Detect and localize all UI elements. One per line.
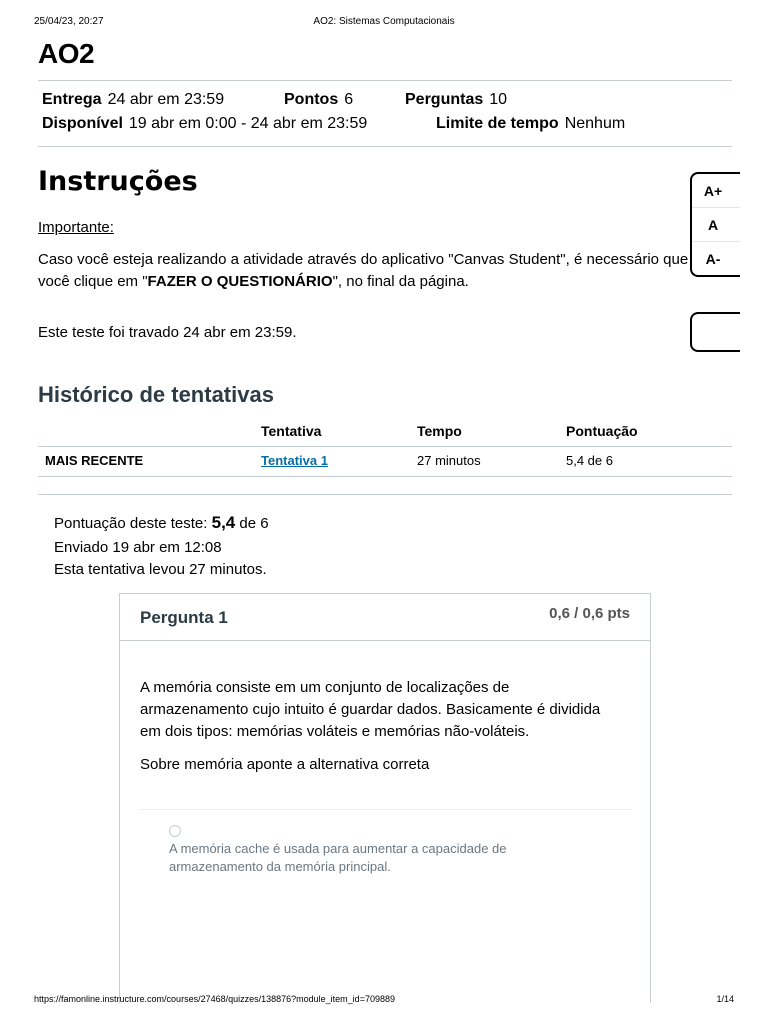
question-text-line: armazenamento cujo intuito é guardar dados. Basicamente é dividida (140, 701, 601, 718)
meta-due (42, 91, 224, 109)
instructions-heading: Instruções (38, 166, 198, 197)
question-header (120, 594, 650, 641)
submitted-text: Enviado 19 abr em 12:08 (54, 539, 222, 556)
print-url: https://famonline.instructure.com/courses/27468/quizzes/138876?module_item_id=709889 (34, 994, 395, 1004)
instructions-line2 (38, 271, 469, 293)
meta-points-label: Pontos (284, 91, 339, 108)
quiz-title: AO2 (38, 38, 95, 69)
divider (38, 494, 732, 495)
col-attempt: Tentativa (261, 423, 322, 439)
question-text-line: A memória consiste em um conjunto de localizações de (140, 679, 510, 696)
meta-time-limit-value: Nenhum (564, 115, 626, 132)
table-row-divider (38, 476, 732, 477)
attempt-link[interactable]: Tentativa 1 (261, 453, 328, 468)
normal-font-button[interactable]: A (692, 208, 740, 242)
meta-points-value: 6 (344, 91, 354, 108)
question-points: 0,6 / 0,6 pts (549, 605, 630, 622)
print-title: AO2: Sistemas Computacionais (313, 16, 455, 27)
instructions-line1: Caso você esteja realizando a atividade através do aplicativo "Canvas Student", é necessário que (38, 251, 689, 268)
answer-radio[interactable] (169, 825, 181, 837)
answer-text-line: A memória cache é usada para aumentar a capacidade de (169, 841, 507, 856)
score-summary (54, 513, 269, 533)
increase-font-button[interactable]: A+ (692, 174, 740, 208)
question-text-line: em dois tipos: memórias voláteis e memórias não-voláteis. (140, 723, 530, 740)
score-total: de 6 (235, 515, 269, 532)
row-time: 27 minutos (417, 453, 481, 468)
meta-due-label: Entrega (42, 91, 102, 108)
meta-available-value: 19 abr em 0:00 - 24 abr em 23:59 (128, 115, 368, 132)
instructions-line2-post: ", no final da página. (332, 273, 469, 290)
important-label: Importante: (38, 219, 114, 236)
meta-time-limit (436, 115, 625, 133)
table-header-divider (38, 446, 732, 447)
col-score: Pontuação (566, 423, 638, 439)
meta-time-limit-label: Limite de tempo (436, 115, 559, 132)
instructions-line2-pre: você clique em " (38, 273, 148, 290)
row-score: 5,4 de 6 (566, 453, 613, 468)
meta-available (42, 115, 367, 133)
answer-option (169, 840, 507, 876)
history-heading: Histórico de tentativas (38, 382, 274, 407)
row-label: MAIS RECENTE (45, 453, 144, 468)
meta-questions (405, 91, 507, 109)
meta-questions-value: 10 (489, 91, 508, 108)
side-widget-button[interactable] (690, 312, 740, 352)
meta-due-value: 24 abr em 23:59 (107, 91, 225, 108)
col-time: Tempo (417, 423, 462, 439)
decrease-font-button[interactable]: A- (705, 251, 721, 267)
score-label: Pontuação deste teste: (54, 515, 212, 532)
question-card (119, 593, 651, 1003)
question-prompt: Sobre memória aponte a alternativa correta (140, 756, 430, 773)
meta-questions-label: Perguntas (405, 91, 484, 108)
print-datetime: 25/04/23, 20:27 (34, 16, 104, 27)
instructions-line2-bold: FAZER O QUESTIONÁRIO (147, 273, 333, 290)
locked-notice: Este teste foi travado 24 abr em 23:59. (38, 324, 297, 341)
meta-points (284, 91, 353, 109)
divider (38, 80, 732, 81)
answer-divider (140, 809, 632, 810)
duration-text: Esta tentativa levou 27 minutos. (54, 561, 267, 578)
font-size-widget (690, 172, 740, 277)
meta-available-label: Disponível (42, 115, 123, 132)
divider (38, 146, 732, 147)
score-value: 5,4 (211, 513, 236, 532)
print-page-number: 1/14 (716, 994, 734, 1004)
answer-text-line: armazenamento da memória principal. (169, 859, 391, 874)
question-title: Pergunta 1 (140, 608, 228, 627)
